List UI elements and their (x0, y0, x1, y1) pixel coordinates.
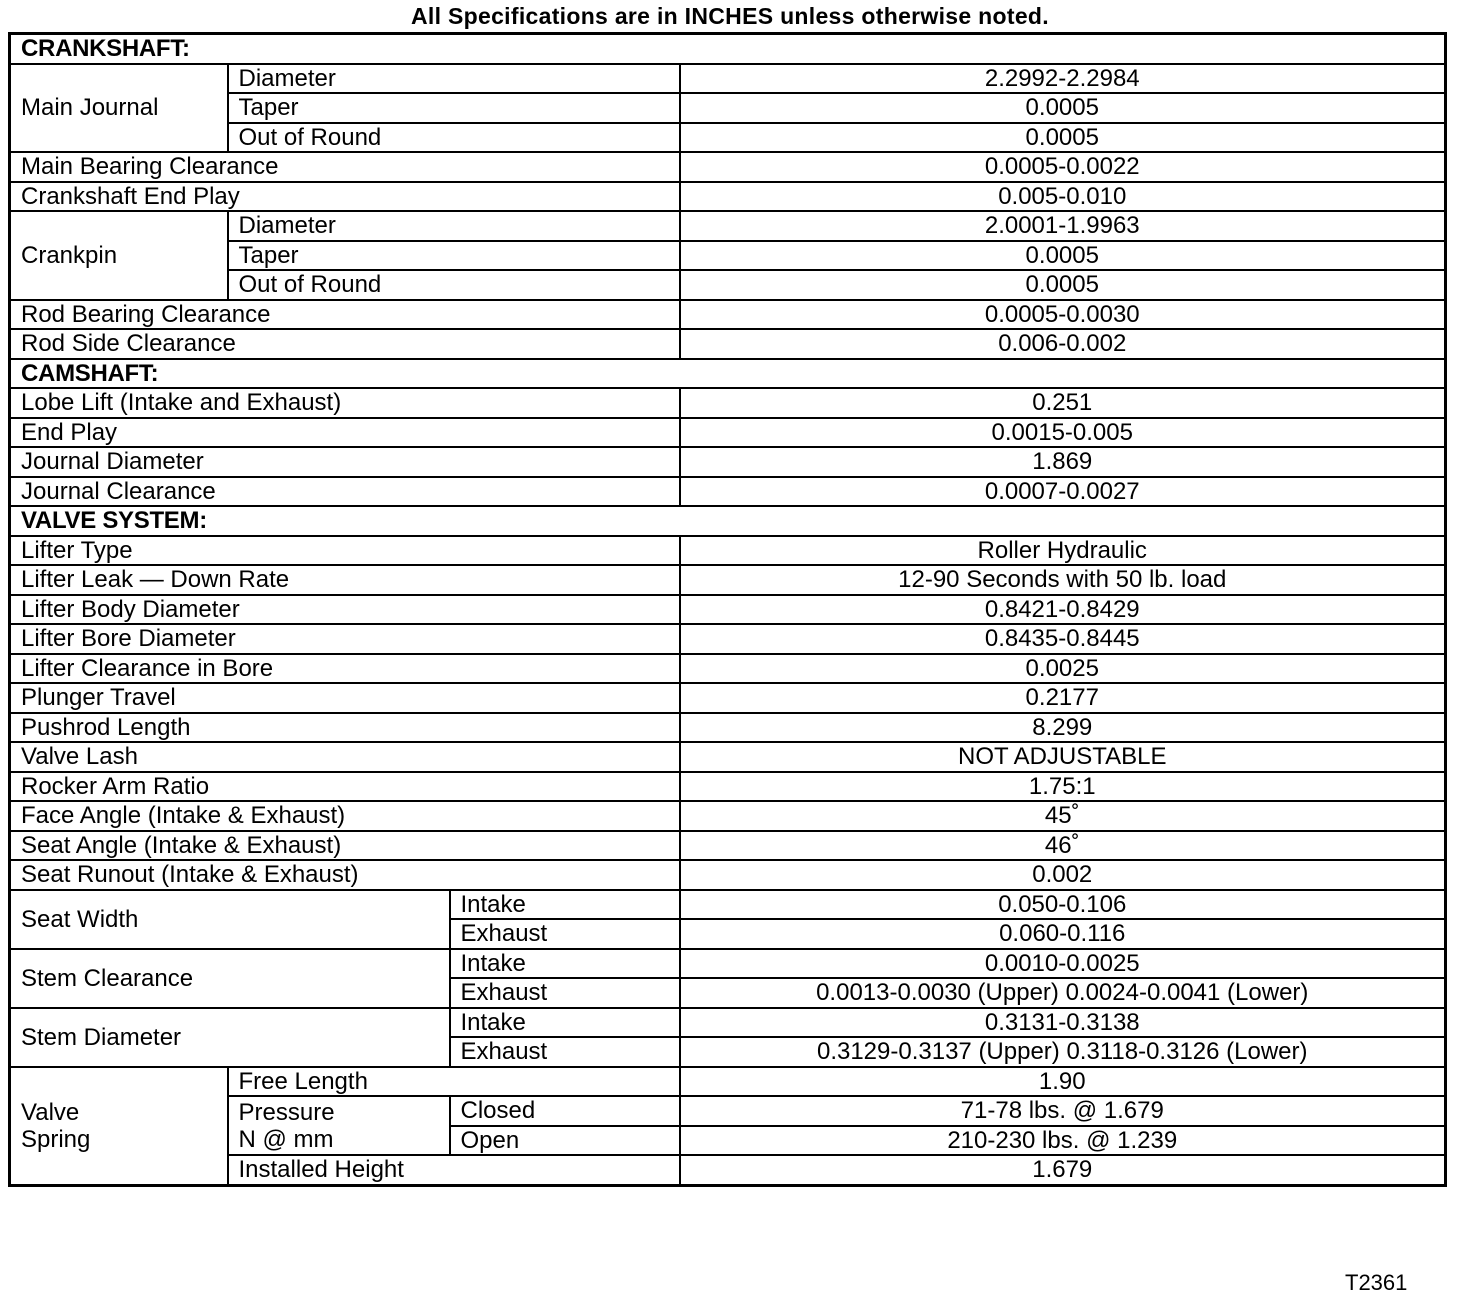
spec-label: Seat Runout (Intake & Exhaust) (10, 860, 680, 890)
spec-value: 12-90 Seconds with 50 lb. load (680, 565, 1446, 595)
table-row (10, 211, 1446, 241)
table-row (10, 64, 1446, 94)
spec-label: Taper (228, 241, 680, 271)
valve-spring-label (10, 1067, 228, 1186)
table-row (10, 182, 1446, 212)
table-row (10, 595, 1446, 625)
spec-label: Diameter (228, 64, 680, 94)
exhaust-label: Exhaust (450, 919, 680, 949)
spec-value: 0.3129-0.3137 (Upper) 0.3118-0.3126 (Lower) (680, 1037, 1446, 1067)
spec-label: Lifter Leak — Down Rate (10, 565, 680, 595)
spec-value: 1.90 (680, 1067, 1446, 1097)
intake-label: Intake (450, 890, 680, 920)
table-row (10, 860, 1446, 890)
spec-value: 1.75:1 (680, 772, 1446, 802)
table-row (10, 831, 1446, 861)
spec-label: Pushrod Length (10, 713, 680, 743)
spec-value: 45˚ (680, 801, 1446, 831)
spec-value: 0.005-0.010 (680, 182, 1446, 212)
stem-clearance-label: Stem Clearance (10, 949, 450, 1008)
spec-value: 0.8421-0.8429 (680, 595, 1446, 625)
spec-value: 0.0005 (680, 241, 1446, 271)
camshaft-header: CAMSHAFT: (10, 359, 1446, 389)
table-row (10, 329, 1446, 359)
pressure-label-line2: N @ mm (238, 1125, 334, 1153)
main-journal-label: Main Journal (10, 64, 228, 153)
spec-value: 0.0010-0.0025 (680, 949, 1446, 979)
crankshaft-header: CRANKSHAFT: (10, 34, 1446, 64)
spec-value: 0.0005 (680, 270, 1446, 300)
spec-value: 71-78 lbs. @ 1.679 (680, 1096, 1446, 1126)
spec-value: 0.2177 (680, 683, 1446, 713)
table-row (10, 949, 1446, 979)
spec-value: 0.0015-0.005 (680, 418, 1446, 448)
spec-label: Diameter (228, 211, 680, 241)
closed-label: Closed (450, 1096, 680, 1126)
spec-value: 210-230 lbs. @ 1.239 (680, 1126, 1446, 1156)
table-row (10, 565, 1446, 595)
spec-value: Roller Hydraulic (680, 536, 1446, 566)
spec-value: 0.3131-0.3138 (680, 1008, 1446, 1038)
stem-diameter-label: Stem Diameter (10, 1008, 450, 1067)
spec-value: 0.8435-0.8445 (680, 624, 1446, 654)
table-row (10, 388, 1446, 418)
spec-value: 0.0005 (680, 123, 1446, 153)
intake-label: Intake (450, 949, 680, 979)
spec-value: NOT ADJUSTABLE (680, 742, 1446, 772)
spec-value: 0.060-0.116 (680, 919, 1446, 949)
spec-value: 0.0013-0.0030 (Upper) 0.0024-0.0041 (Lower) (680, 978, 1446, 1008)
table-row (10, 890, 1446, 920)
spec-value: 0.0005-0.0022 (680, 152, 1446, 182)
spec-label: Main Bearing Clearance (10, 152, 680, 182)
spec-label: Lifter Body Diameter (10, 595, 680, 625)
spec-label: Rod Side Clearance (10, 329, 680, 359)
specifications-table (8, 32, 1447, 1187)
spec-label: Seat Angle (Intake & Exhaust) (10, 831, 680, 861)
spec-label: Rod Bearing Clearance (10, 300, 680, 330)
table-row (10, 654, 1446, 684)
section-header-row (10, 359, 1446, 389)
table-row (10, 801, 1446, 831)
spec-label: Out of Round (228, 123, 680, 153)
spec-label: Journal Diameter (10, 447, 680, 477)
spec-value: 0.002 (680, 860, 1446, 890)
table-row (10, 624, 1446, 654)
table-row (10, 713, 1446, 743)
spec-value: 0.006-0.002 (680, 329, 1446, 359)
table-row (10, 742, 1446, 772)
spec-label: Installed Height (228, 1155, 680, 1185)
spec-value: 2.0001-1.9963 (680, 211, 1446, 241)
table-row (10, 477, 1446, 507)
spec-value: 8.299 (680, 713, 1446, 743)
spec-value: 1.679 (680, 1155, 1446, 1185)
spec-value: 0.251 (680, 388, 1446, 418)
spec-value: 46˚ (680, 831, 1446, 861)
open-label: Open (450, 1126, 680, 1156)
spec-label: Plunger Travel (10, 683, 680, 713)
spec-label: Taper (228, 93, 680, 123)
valve-spring-label-line1: Valve (21, 1098, 80, 1126)
table-row (10, 152, 1446, 182)
spec-value: 0.0007-0.0027 (680, 477, 1446, 507)
crankpin-label: Crankpin (10, 211, 228, 300)
table-row (10, 300, 1446, 330)
table-row (10, 772, 1446, 802)
table-row (10, 447, 1446, 477)
spec-label: Lifter Type (10, 536, 680, 566)
exhaust-label: Exhaust (450, 1037, 680, 1067)
table-row (10, 683, 1446, 713)
pressure-label-line1: Pressure (238, 1098, 335, 1126)
figure-id: T2361 (1345, 1270, 1408, 1295)
spec-value: 1.869 (680, 447, 1446, 477)
spec-label: Face Angle (Intake & Exhaust) (10, 801, 680, 831)
section-header-row (10, 506, 1446, 536)
page-title: All Specifications are in INCHES unless otherwise noted. (411, 3, 1049, 29)
spec-label: Rocker Arm Ratio (10, 772, 680, 802)
table-row (10, 418, 1446, 448)
exhaust-label: Exhaust (450, 978, 680, 1008)
spec-label: Lobe Lift (Intake and Exhaust) (10, 388, 680, 418)
table-row (10, 1008, 1446, 1038)
spec-label: Lifter Bore Diameter (10, 624, 680, 654)
spec-label: Journal Clearance (10, 477, 680, 507)
spec-value: 0.0005 (680, 93, 1446, 123)
seat-width-label: Seat Width (10, 890, 450, 949)
spec-label: Out of Round (228, 270, 680, 300)
spec-value: 0.0025 (680, 654, 1446, 684)
table-row (10, 1067, 1446, 1097)
spec-value: 0.050-0.106 (680, 890, 1446, 920)
intake-label: Intake (450, 1008, 680, 1038)
table-row (10, 536, 1446, 566)
pressure-label (228, 1096, 450, 1155)
spec-label: Valve Lash (10, 742, 680, 772)
section-header-row (10, 34, 1446, 64)
spec-label: Free Length (228, 1067, 680, 1097)
valve-system-header: VALVE SYSTEM: (10, 506, 1446, 536)
spec-label: Crankshaft End Play (10, 182, 680, 212)
spec-value: 0.0005-0.0030 (680, 300, 1446, 330)
spec-value: 2.2992-2.2984 (680, 64, 1446, 94)
spec-label: End Play (10, 418, 680, 448)
spec-label: Lifter Clearance in Bore (10, 654, 680, 684)
valve-spring-label-line2: Spring (21, 1125, 91, 1153)
